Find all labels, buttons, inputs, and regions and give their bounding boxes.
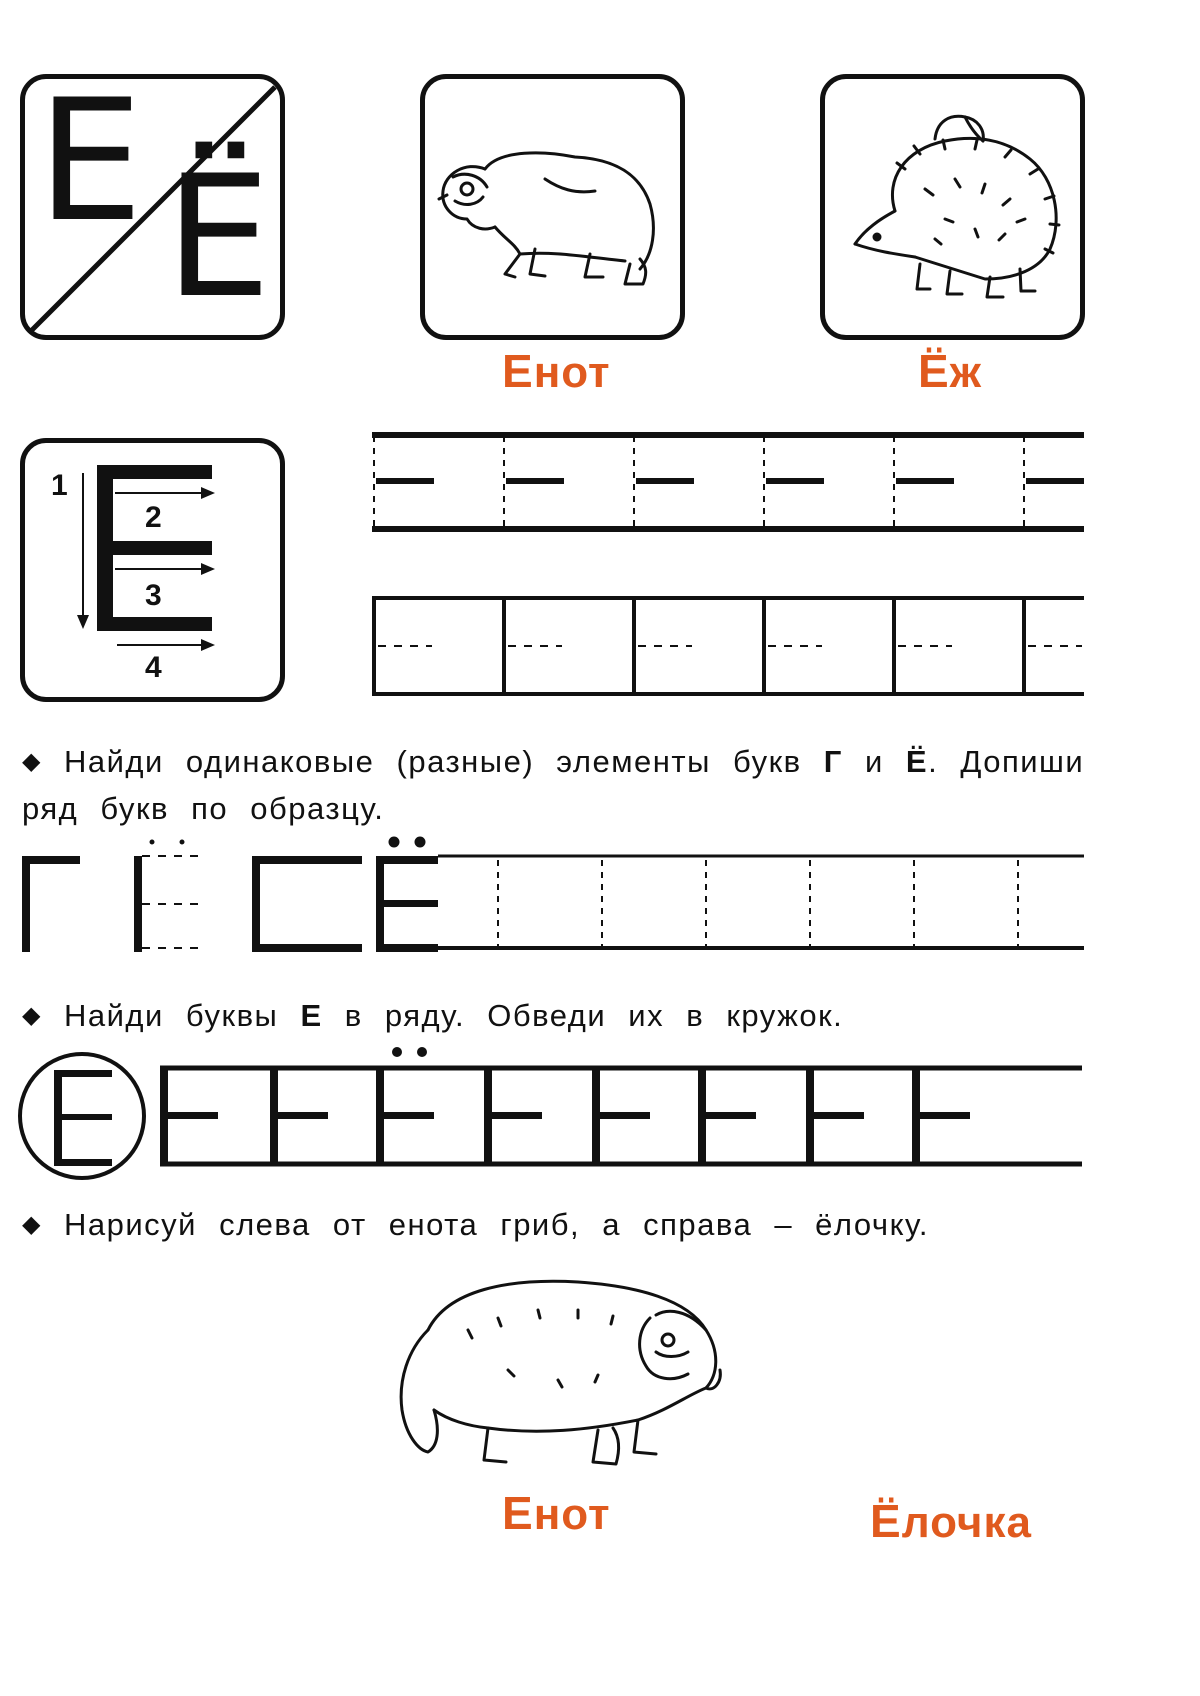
caption-hedgehog: Ёж [918, 345, 982, 397]
task2-letter-stem [592, 1068, 600, 1164]
task1-instruction: ◆ Найди одинаковые (разные) элементы букв Г и Ё. Допиши ряд букв по образцу. [22, 744, 1085, 826]
task2-letter-stem [160, 1068, 168, 1164]
task2-instruction: ◆ Найди буквы Е в ряду. Обведи их в кружок. [22, 998, 844, 1033]
task2-letter-bar [384, 1112, 434, 1119]
task3-instruction: ◆ Нарисуй слева от енота гриб, а справа – ёлочку. [22, 1207, 929, 1242]
task2-letter-bar [278, 1112, 328, 1119]
picture-card-hedgehog [820, 74, 1085, 340]
task2-letter-stem [484, 1068, 492, 1164]
diamond-bullet-icon: ◆ [22, 1211, 42, 1238]
letter-e-large: Е [37, 63, 144, 259]
task2-letter-bar [920, 1112, 970, 1119]
diamond-bullet-icon: ◆ [22, 748, 42, 775]
task2-letter-stem [270, 1068, 278, 1164]
diamond-bullet-icon: ◆ [22, 1002, 42, 1029]
letter-card [20, 63, 285, 340]
e-middle-bar [376, 478, 434, 484]
task2-letter-bar [492, 1112, 542, 1119]
hedgehog-icon [825, 79, 1080, 335]
task2-letter-row[interactable] [14, 1046, 1104, 1176]
task2-letter-stem [376, 1068, 384, 1164]
e-middle-bar [506, 478, 564, 484]
caption-fir-tree-bottom: Ёлочка [870, 1495, 1032, 1547]
task2-letter-stem [912, 1068, 920, 1164]
e-middle-bar [896, 478, 954, 484]
practice-row-letter-e [372, 428, 1092, 538]
raccoon-icon [425, 79, 680, 335]
task2-letter-bar [600, 1112, 650, 1119]
task2-letter-stem [806, 1068, 814, 1164]
task2-letter-bar [168, 1112, 218, 1119]
caption-raccoon-bottom: Енот [502, 1487, 611, 1539]
caption-raccoon: Енот [502, 345, 611, 397]
stroke-number-3: 3 [145, 579, 162, 612]
task2-letter-bar [706, 1112, 756, 1119]
practice-row-empty-cells[interactable] [372, 594, 1092, 704]
e-middle-bar [636, 478, 694, 484]
task2-letter-stem [698, 1068, 706, 1164]
task1-letter-sequence[interactable] [14, 838, 1104, 968]
stroke-number-4: 4 [145, 651, 162, 684]
picture-card-raccoon [420, 74, 685, 340]
e-middle-bar [766, 478, 824, 484]
stroke-number-1: 1 [51, 469, 68, 502]
raccoon-drawing-icon [388, 1270, 748, 1490]
stroke-number-2: 2 [145, 501, 162, 534]
e-middle-bar [1026, 478, 1084, 484]
stroke-order-card [20, 438, 285, 702]
task2-letter-bar [814, 1112, 864, 1119]
letter-yo-large: Ё [165, 139, 272, 335]
